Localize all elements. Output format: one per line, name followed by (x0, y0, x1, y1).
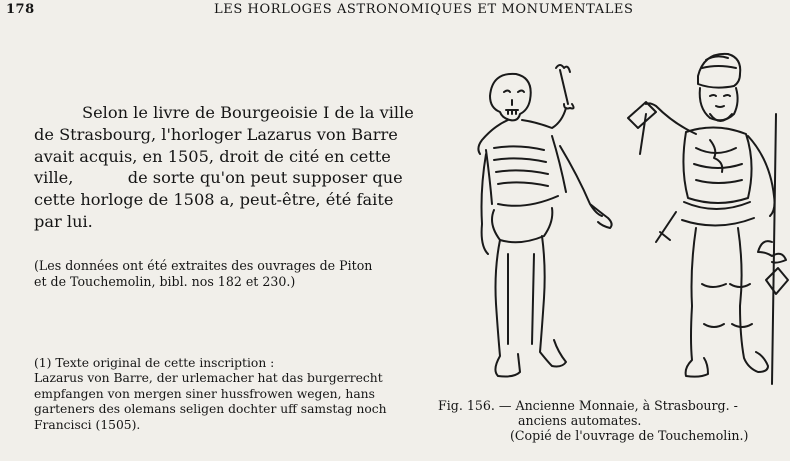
main-line: Selon le livre de Bourgeoisie I de la ville (82, 103, 414, 122)
main-line-start: ville, (34, 168, 74, 188)
note-line: (Les données ont été extraites des ouvrages de Piton (34, 258, 373, 273)
main-line: par lui. (34, 211, 93, 231)
main-line-split (34, 167, 426, 189)
footnote-line: garteners des olemans seligen dochter uff samstag noch (34, 402, 387, 417)
automata-illustration (460, 44, 790, 392)
figure-caption (438, 398, 790, 444)
caption-line: (Copié de l'ouvrage de Touchemolin.) (510, 428, 749, 444)
footnote (34, 356, 434, 433)
footnote-line: Francisci (1505). (34, 417, 141, 432)
footnote-line: Lazarus von Barre, der urlemacher hat das burgerrecht (34, 371, 383, 386)
main-paragraph (34, 102, 426, 233)
main-line: cette horloge de 1508 a, peut-être, été faite (34, 190, 394, 210)
main-line: de Strasbourg, l'horloger Lazarus von Barre (34, 124, 398, 144)
main-line: avait acquis, en 1505, droit de cité en cette (34, 146, 391, 166)
note-line: et de Touchemolin, bibl. nos 182 et 230.) (34, 274, 296, 289)
running-head: LES HORLOGES ASTRONOMIQUES ET MONUMENTALES (214, 2, 634, 17)
knight-figure (628, 54, 788, 384)
page-number: 178 (6, 2, 35, 17)
skeleton-figure (478, 65, 611, 377)
footnote-title: (1) Texte original de cette inscription : (34, 356, 275, 370)
automata-figure (460, 44, 790, 392)
page-header (0, 0, 790, 22)
caption-line: Fig. 156. — Ancienne Monnaie, à Strasbourg. - (438, 398, 738, 413)
footnote-line: empfangen von mergen siner hussfrowen wegen, hans (34, 386, 375, 401)
main-line-end: de sorte qu'on peut supposer que (127, 168, 403, 188)
caption-line: anciens automates. (518, 413, 642, 429)
source-note (34, 258, 434, 290)
